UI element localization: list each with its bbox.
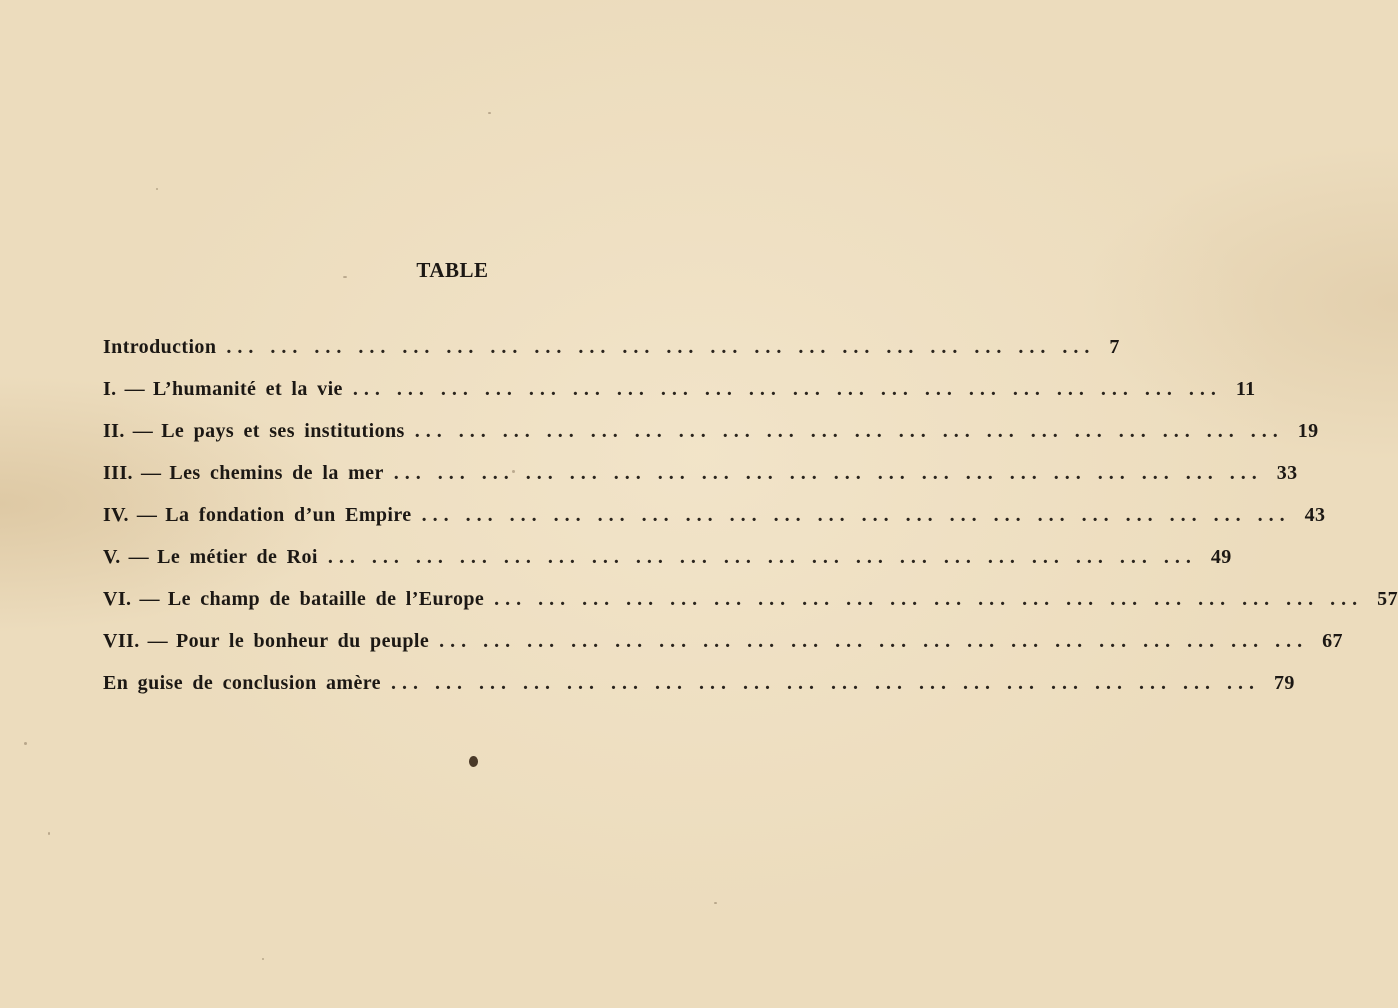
paper-speck bbox=[512, 470, 515, 473]
dot-leader: ... ... ... ... ... ... ... ... ... ... ... ... ... ... ... ... ... ... ... ... bbox=[393, 462, 1263, 484]
toc-entry-number: VII. bbox=[103, 630, 140, 652]
dot-leader: ... ... ... ... ... ... ... ... ... ... ... ... ... ... ... ... ... ... ... ... bbox=[226, 336, 1096, 358]
toc-entry-dash: — bbox=[132, 420, 154, 442]
toc-entry-dash: — bbox=[140, 462, 162, 484]
toc-entry-dash: — bbox=[139, 588, 160, 610]
toc-entry-dash: — bbox=[128, 546, 150, 568]
toc-entry-label: Le métier de Roi bbox=[157, 546, 318, 568]
toc-entry-chapter-2 bbox=[103, 420, 1319, 462]
dot-leader: ... ... ... ... ... ... ... ... ... ... ... ... ... ... ... ... ... ... ... ... bbox=[494, 588, 1364, 610]
paper-speck bbox=[262, 958, 264, 960]
toc-entry-number: II. bbox=[103, 420, 125, 442]
paper-speck bbox=[714, 902, 717, 904]
toc-entry-chapter-6 bbox=[103, 588, 1398, 630]
toc-entry-page: 57 bbox=[1377, 588, 1398, 610]
toc-entry-page: 7 bbox=[1109, 336, 1120, 358]
toc-entry-number: V. bbox=[103, 546, 121, 568]
toc-entry-dash: — bbox=[147, 630, 169, 652]
toc-entry-label: Introduction bbox=[103, 336, 217, 358]
dot-leader: ... ... ... ... ... ... ... ... ... ... ... ... ... ... ... ... ... ... ... ... bbox=[327, 546, 1197, 568]
toc-entry-number: I. bbox=[103, 378, 117, 400]
paper-speck bbox=[156, 188, 158, 190]
table-of-contents bbox=[103, 336, 1398, 714]
toc-entry-introduction bbox=[103, 336, 1120, 378]
toc-entry-page: 19 bbox=[1297, 420, 1319, 442]
toc-entry-chapter-4 bbox=[103, 504, 1326, 546]
toc-entry-conclusion bbox=[103, 672, 1295, 714]
toc-entry-page: 67 bbox=[1322, 630, 1343, 652]
toc-entry-label: L’humanité et la vie bbox=[153, 378, 343, 400]
toc-entry-dash: — bbox=[136, 504, 158, 526]
toc-entry-label: Le champ de bataille de l’Europe bbox=[167, 588, 485, 610]
toc-entry-page: 49 bbox=[1210, 546, 1232, 568]
toc-entry-number: IV. bbox=[103, 504, 129, 526]
toc-entry-number: III. bbox=[103, 462, 133, 484]
toc-entry-page: 43 bbox=[1304, 504, 1326, 526]
dot-leader: ... ... ... ... ... ... ... ... ... ... ... ... ... ... ... ... ... ... ... ... bbox=[421, 504, 1291, 526]
toc-entry-chapter-1 bbox=[103, 378, 1256, 420]
toc-entry-label: En guise de conclusion amère bbox=[103, 672, 381, 694]
toc-entry-chapter-5 bbox=[103, 546, 1232, 588]
dot-leader: ... ... ... ... ... ... ... ... ... ... ... ... ... ... ... ... ... ... ... ... bbox=[439, 630, 1309, 652]
toc-entry-chapter-3 bbox=[103, 462, 1298, 504]
toc-entry-number: VI. bbox=[103, 588, 132, 610]
paper-speck bbox=[343, 276, 347, 278]
toc-entry-page: 33 bbox=[1276, 462, 1298, 484]
dot-leader: ... ... ... ... ... ... ... ... ... ... ... ... ... ... ... ... ... ... ... ... bbox=[390, 672, 1260, 694]
ornament-dot bbox=[469, 756, 478, 767]
toc-entry-label: La fondation d’un Empire bbox=[165, 504, 412, 526]
toc-entry-page: 79 bbox=[1273, 672, 1295, 694]
paper-speck bbox=[488, 112, 491, 114]
page-title: TABLE bbox=[416, 258, 489, 282]
toc-entry-page: 11 bbox=[1235, 378, 1256, 400]
toc-entry-label: Les chemins de la mer bbox=[169, 462, 384, 484]
toc-entry-chapter-7 bbox=[103, 630, 1343, 672]
paper-speck bbox=[48, 832, 50, 835]
dot-leader: ... ... ... ... ... ... ... ... ... ... ... ... ... ... ... ... ... ... ... ... bbox=[352, 378, 1222, 400]
paper-speck bbox=[24, 742, 27, 745]
dot-leader: ... ... ... ... ... ... ... ... ... ... ... ... ... ... ... ... ... ... ... ... bbox=[414, 420, 1284, 442]
toc-entry-label: Le pays et ses institutions bbox=[161, 420, 405, 442]
toc-entry-label: Pour le bonheur du peuple bbox=[176, 630, 430, 652]
toc-entry-dash: — bbox=[124, 378, 145, 400]
